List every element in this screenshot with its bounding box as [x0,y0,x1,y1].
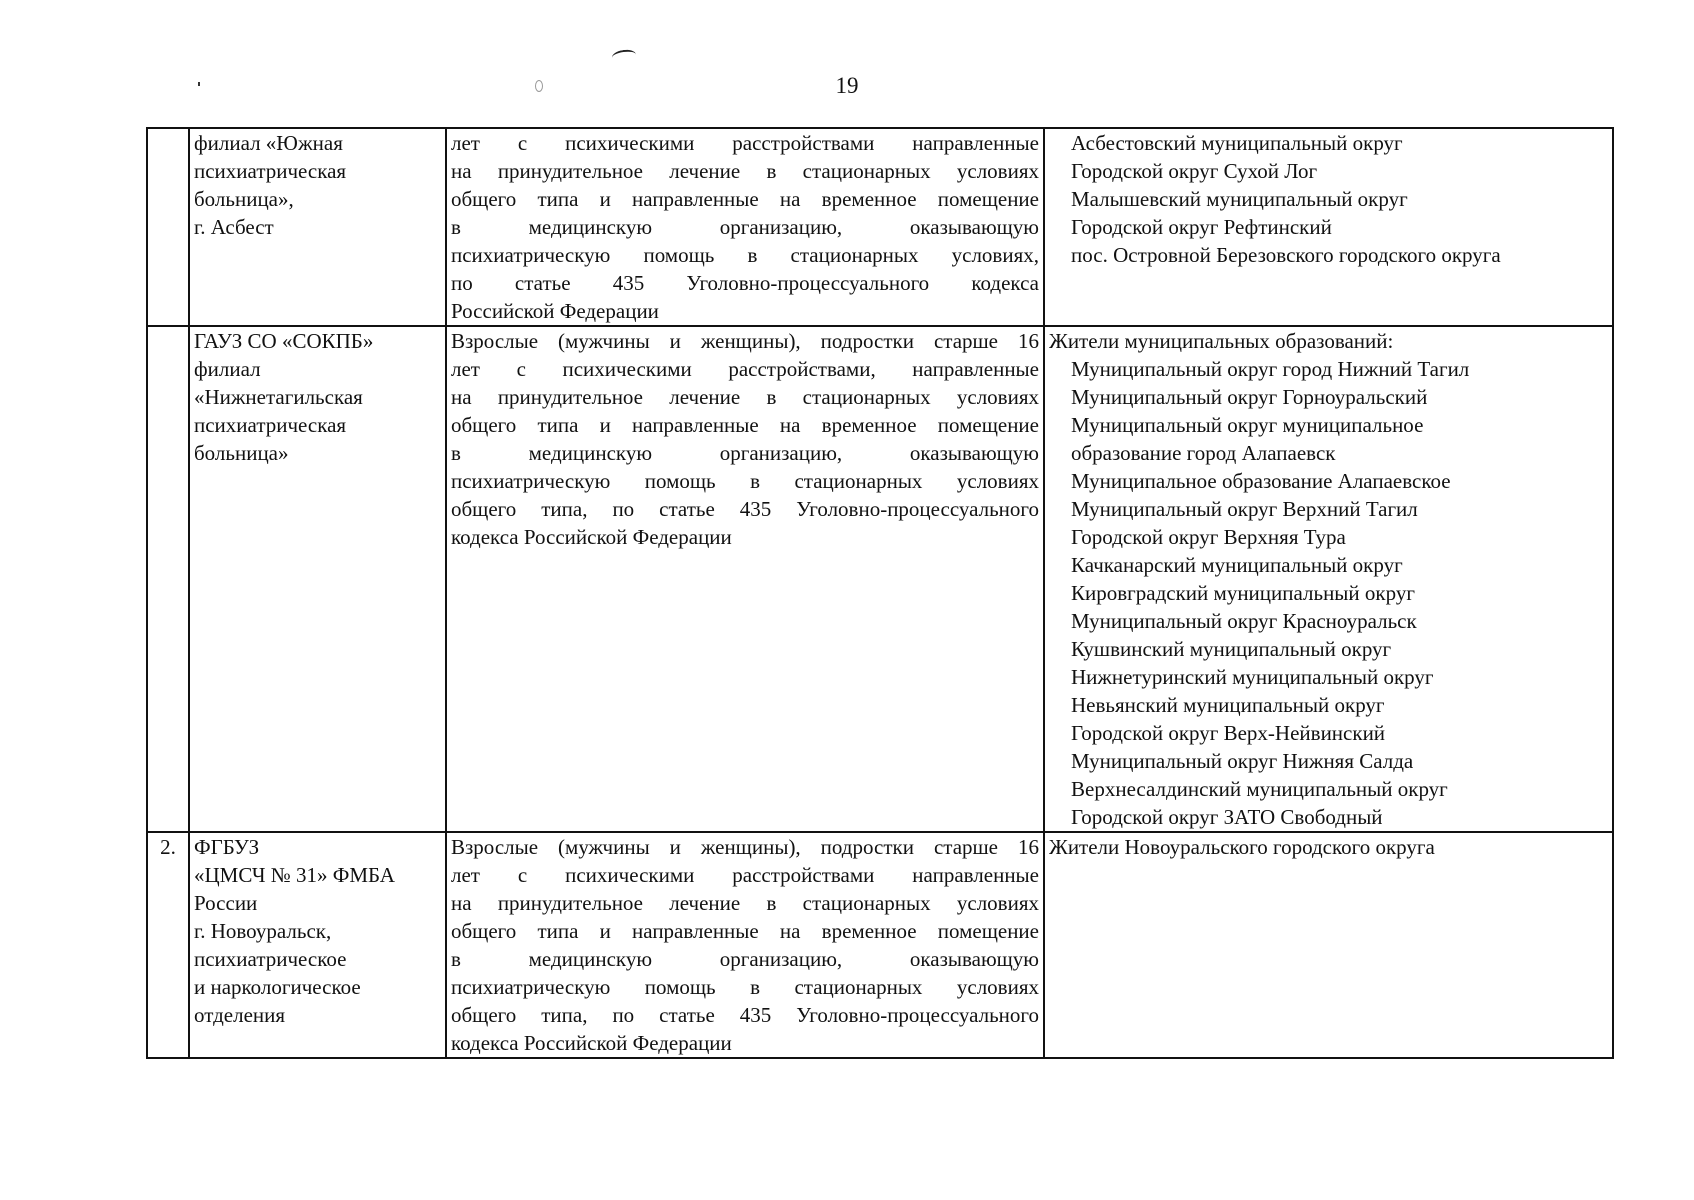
description-line: психиатрическую помощь в стационарных условиях [451,975,1039,999]
page-number: 19 [835,73,859,98]
organization-line: г. Асбест [194,215,274,239]
organization-line: больница», [194,187,294,211]
organization-line: психиатрическая [194,159,347,183]
area-item: Нижнетуринский муниципальный округ [1071,665,1434,689]
description-line: общего типа и направленные на временное помещение [451,187,1039,211]
organization-line: ФГБУЗ [194,835,260,859]
description-line: общего типа, по статье 435 Уголовно-процессуального [451,1003,1039,1027]
area-item: Кушвинский муниципальный округ [1071,637,1392,661]
description-line: лет с психическими расстройствами направленные [451,131,1039,155]
area-heading: Жители Новоуральского городского округа [1049,835,1435,859]
area-item: Невьянский муниципальный округ [1071,693,1385,717]
description-line: в медицинскую организацию, оказывающую [451,947,1039,971]
patient-category-cell [446,326,1044,832]
area-item: Городской округ Верхняя Тура [1071,525,1346,549]
description-line: на принудительное лечение в стационарных условиях [451,159,1039,183]
area-item: Муниципальный округ Красноуральск [1071,609,1417,633]
area-item: образование город Алапаевск [1071,441,1336,465]
area-item: Кировградский муниципальный округ [1071,581,1415,605]
description-line: Взрослые (мужчины и женщины), подростки старше 16 [451,835,1039,859]
service-area-cell [1044,128,1613,326]
organization-line: больница» [194,441,289,465]
area-item: Муниципальный округ город Нижний Тагил [1071,357,1470,381]
table-row [147,832,1613,1058]
description-line: общего типа и направленные на временное помещение [451,919,1039,943]
area-item: Качканарский муниципальный округ [1071,553,1403,577]
organization-line: психиатрическое [194,947,347,971]
organization-line: филиал [194,357,261,381]
area-item: Асбестовский муниципальный округ [1071,131,1403,155]
description-line: в медицинскую организацию, оказывающую [451,441,1039,465]
area-item: Муниципальный округ Верхний Тагил [1071,497,1418,521]
patient-category-cell [446,128,1044,326]
area-item: Городской округ Верх-Нейвинский [1071,721,1386,745]
description-line: психиатрическую помощь в стационарных условиях [451,469,1039,493]
area-item: Малышевский муниципальный округ [1071,187,1408,211]
scan-mark [611,48,636,63]
description-line: на принудительное лечение в стационарных условиях [451,385,1039,409]
description-line: в медицинскую организацию, оказывающую [451,215,1039,239]
description-line: лет с психическими расстройствами, направленные [451,357,1039,381]
description-line: психиатрическую помощь в стационарных условиях, [451,243,1039,267]
table-row [147,326,1613,832]
description-line: Российской Федерации [451,299,659,323]
organization-cell [189,832,446,1058]
area-item: Городской округ Сухой Лог [1071,159,1318,183]
description-line: лет с психическими расстройствами направленные [451,863,1039,887]
area-item: Муниципальный округ муниципальное [1071,413,1424,437]
service-area-cell [1044,326,1613,832]
organization-line: психиатрическая [194,413,347,437]
area-item: Городской округ Рефтинский [1071,215,1332,239]
patient-category-cell [446,832,1044,1058]
description-line: по статье 435 Уголовно-процессуального кодекса [451,271,1039,295]
area-item: Муниципальное образование Алапаевское [1071,469,1451,493]
description-line: Взрослые (мужчины и женщины), подростки старше 16 [451,329,1039,353]
organization-cell [189,326,446,832]
area-heading: Жители муниципальных образований: [1049,329,1394,353]
organization-line: «Нижнетагильская [194,385,363,409]
area-item: Верхнесалдинский муниципальный округ [1071,777,1448,801]
row-number [147,128,189,326]
description-line: кодекса Российской Федерации [451,525,732,549]
area-item: Городской округ ЗАТО Свободный [1071,805,1383,829]
organization-line: России [194,891,258,915]
description-line: общего типа, по статье 435 Уголовно-процессуального [451,497,1039,521]
facilities-table [146,127,1614,1059]
area-item: пос. Островной Березовского городского округа [1071,243,1501,267]
organization-line: ГАУЗ СО «СОКПБ» [194,329,374,353]
area-item: Муниципальный округ Нижняя Салда [1071,749,1414,773]
table-row [147,128,1613,326]
organization-cell [189,128,446,326]
organization-line: филиал «Южная [194,131,343,155]
service-area-cell [1044,832,1613,1058]
description-line: кодекса Российской Федерации [451,1031,732,1055]
organization-line: г. Новоуральск, [194,919,332,943]
organization-line: отделения [194,1003,286,1027]
organization-line: «ЦМСЧ № 31» ФМБА [194,863,395,887]
description-line: общего типа и направленные на временное помещение [451,413,1039,437]
organization-line: и наркологическое [194,975,361,999]
description-line: на принудительное лечение в стационарных условиях [451,891,1039,915]
area-item: Муниципальный округ Горноуральский [1071,385,1428,409]
row-number [147,326,189,832]
row-number: 2. [147,832,189,1058]
